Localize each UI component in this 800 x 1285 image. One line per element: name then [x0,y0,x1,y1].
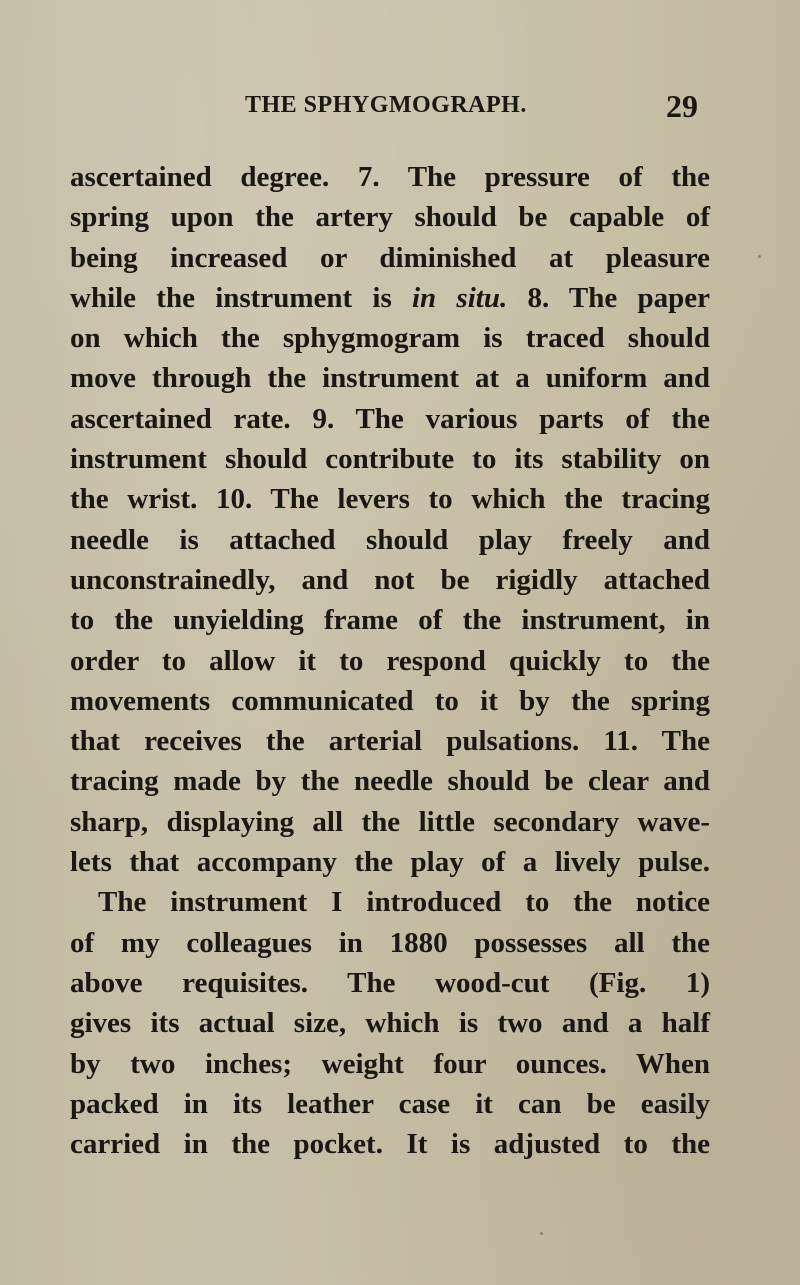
text-line: ascertained rate. 9. The various parts of the [70,402,710,435]
text-line: spring upon the artery should be capable of [70,201,710,234]
text-segment: while the instrument is [70,281,412,314]
text-line: ascertained degree. 7. The pressure of the [70,161,710,193]
text-line: that receives the arterial pulsations. 11. The [70,725,710,758]
page-number: 29 [666,88,698,124]
text-line: sharp, displaying all the little secondary wave- [70,805,710,838]
text-line: unconstrainedly, and not be rigidly attached [70,563,710,596]
italic-phrase: in situ. [411,281,508,314]
text-line: on which the sphygmogram is traced should [70,322,710,355]
paper-speck [540,1232,543,1235]
text-line: movements communicated to it by the spring [70,684,710,717]
text-line: lets that accompany the play of a lively pulse. [70,846,710,879]
text-line: instrument should contribute to its stability on [70,443,710,476]
paragraph [70,157,710,882]
text-line: being increased or diminished at pleasure [70,241,710,274]
text-line: carried in the pocket. It is adjusted to the [70,1128,710,1161]
text-line: tracing made by the needle should be clear and [70,765,710,798]
text-line: to the unyielding frame of the instrument, in [70,604,710,637]
text-line [70,278,710,318]
text-line: move through the instrument at a uniform and [70,362,710,395]
paragraph [70,882,710,1164]
text-line: order to allow it to respond quickly to the [70,644,710,677]
text-line: The instrument I introduced to the notice [98,886,710,919]
text-line: packed in its leather case it can be easily [70,1087,710,1120]
text-line: needle is attached should play freely and [70,523,710,556]
text-line: above requisites. The wood-cut (Fig. 1) [70,966,710,999]
text-line: the wrist. 10. The levers to which the tracing [70,483,710,516]
text-line: of my colleagues in 1880 possesses all the [70,926,710,959]
text-segment: 8. The paper [507,281,711,314]
text-line: by two inches; weight four ounces. When [70,1047,710,1080]
running-head: THE SPHYGMOGRAPH. [245,92,527,118]
paper-speck [758,255,761,258]
page-header [0,88,800,126]
body-text [70,157,710,1164]
text-line: gives its actual size, which is two and a half [70,1007,710,1040]
